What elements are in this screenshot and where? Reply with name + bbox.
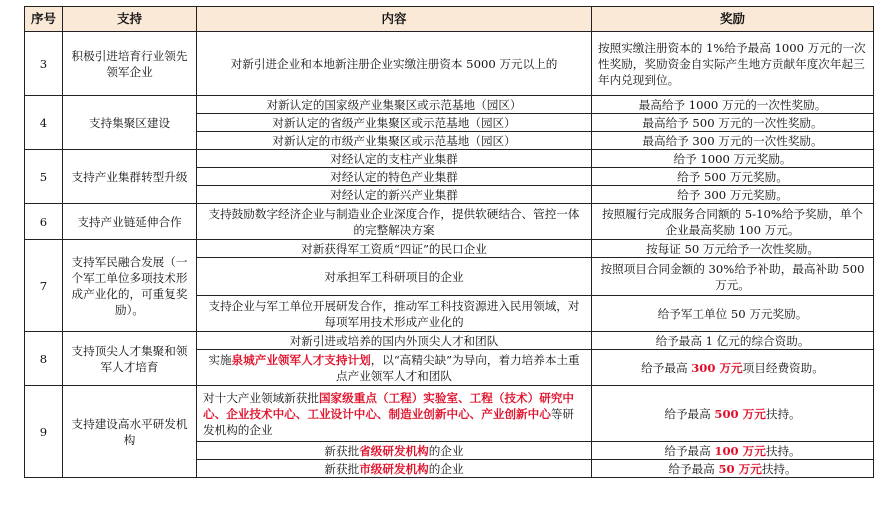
support-cell: 支持产业链延伸合作 (63, 204, 197, 240)
content-text: 等研发机构的企业 (203, 406, 575, 437)
content-cell: 对新获得军工资质“四证”的民口企业 (197, 240, 592, 258)
row-number: 6 (25, 204, 63, 240)
reward-text: 给予最高 (664, 406, 715, 421)
row-number: 4 (25, 96, 63, 150)
reward-cell: 给予 500 万元奖励。 (592, 168, 874, 186)
support-cell: 支持军民融合发展（一个军工单位多项技术形成产业化的，可重复奖励）。 (63, 240, 197, 332)
table-row (25, 96, 874, 114)
reward-text: 扶持。 (765, 406, 801, 421)
row-number: 9 (25, 386, 63, 478)
reward-cell: 最高给予 300 万元的一次性奖励。 (592, 132, 874, 150)
content-cell (197, 386, 592, 442)
reward-cell: 按照实缴注册资本的 1%给予最高 1000 万元的一次性奖励，奖励资金自实际产生地方贡献年度次年起三年内兑现到位。 (592, 32, 874, 96)
reward-cell (592, 460, 874, 478)
row-number: 8 (25, 332, 63, 386)
content-text: 对十大产业领域新获批 (203, 390, 319, 405)
highlight-text: 泉城产业领军人才支持计划 (231, 352, 371, 367)
row-number: 7 (25, 240, 63, 332)
reward-text: 给予最高 (668, 461, 719, 476)
policy-table (24, 6, 874, 478)
reward-cell: 按照项目合同金额的 30%给予补助，最高补助 500 万元。 (592, 258, 874, 296)
table-row (25, 204, 874, 240)
reward-cell (592, 442, 874, 460)
content-cell: 支持企业与军工单位开展研发合作，推动军工科技资源进入民用领域，对每项军用技术形成产业化的 (197, 296, 592, 332)
reward-cell (592, 350, 874, 386)
support-cell: 支持建设高水平研发机构 (63, 386, 197, 478)
row-number: 5 (25, 150, 63, 204)
header-row (25, 7, 874, 32)
reward-text: 项目经费资助。 (742, 360, 824, 375)
reward-cell: 给予 1000 万元奖励。 (592, 150, 874, 168)
reward-text: 给予最高 (641, 360, 692, 375)
support-cell: 支持产业集群转型升级 (63, 150, 197, 204)
content-cell (197, 350, 592, 386)
content-text: 实施 (208, 352, 232, 367)
table-row (25, 240, 874, 258)
table-row (25, 332, 874, 350)
content-text: 新获批 (324, 461, 360, 476)
content-cell: 对经认定的特色产业集群 (197, 168, 592, 186)
reward-cell: 按照履行完成服务合同额的 5-10%给予奖励，单个企业最高奖励 100 万元。 (592, 204, 874, 240)
content-text: 的企业 (428, 461, 464, 476)
highlight-amount: 500 万元 (714, 406, 766, 421)
content-cell: 对承担军工科研项目的企业 (197, 258, 592, 296)
support-cell: 积极引进培育行业领先领军企业 (63, 32, 197, 96)
highlight-amount: 100 万元 (714, 443, 766, 458)
reward-text: 扶持。 (765, 443, 801, 458)
content-text: ，以“高精尖缺”为导向，着力培养本土重点产业领军人才和团队 (336, 352, 580, 383)
table-row (25, 150, 874, 168)
content-cell: 对新引进或培养的国内外顶尖人才和团队 (197, 332, 592, 350)
reward-cell: 给予 300 万元奖励。 (592, 186, 874, 204)
row-number: 3 (25, 32, 63, 96)
content-cell: 对经认定的新兴产业集群 (197, 186, 592, 204)
reward-cell (592, 386, 874, 442)
reward-text: 扶持。 (761, 461, 797, 476)
content-text: 的企业 (428, 443, 464, 458)
reward-cell: 给予军工单位 50 万元奖励。 (592, 296, 874, 332)
highlight-text: 市级研发机构 (359, 461, 429, 476)
reward-cell: 最高给予 1000 万元的一次性奖励。 (592, 96, 874, 114)
header-reward: 奖励 (592, 7, 874, 32)
reward-text: 给予最高 (664, 443, 715, 458)
header-no: 序号 (25, 7, 63, 32)
content-cell: 对新认定的省级产业集聚区或示范基地（园区） (197, 114, 592, 132)
highlight-text: 国家级重点（工程）实验室、工程（技术）研究中心、企业技术中心、工业设计中心、制造业创新中心、产业创新中心 (203, 390, 575, 421)
content-cell (197, 460, 592, 478)
header-support: 支持 (63, 7, 197, 32)
support-cell: 支持集聚区建设 (63, 96, 197, 150)
content-cell: 支持鼓励数字经济企业与制造业企业深度合作，提供软硬结合、管控一体的完整解决方案 (197, 204, 592, 240)
policy-table-container (24, 6, 874, 478)
highlight-amount: 300 万元 (691, 360, 743, 375)
support-cell: 支持顶尖人才集聚和领军人才培育 (63, 332, 197, 386)
content-cell: 对新认定的市级产业集聚区或示范基地（园区） (197, 132, 592, 150)
reward-cell: 给予最高 1 亿元的综合资助。 (592, 332, 874, 350)
content-cell: 对新引进企业和本地新注册企业实缴注册资本 5000 万元以上的 (197, 32, 592, 96)
highlight-text: 省级研发机构 (359, 443, 429, 458)
content-text: 新获批 (324, 443, 360, 458)
reward-cell: 最高给予 500 万元的一次性奖励。 (592, 114, 874, 132)
content-cell: 对经认定的支柱产业集群 (197, 150, 592, 168)
content-cell (197, 442, 592, 460)
highlight-amount: 50 万元 (718, 461, 762, 476)
content-cell: 对新认定的国家级产业集聚区或示范基地（园区） (197, 96, 592, 114)
table-row (25, 32, 874, 96)
header-content: 内容 (197, 7, 592, 32)
reward-cell: 按每证 50 万元给予一次性奖励。 (592, 240, 874, 258)
table-row (25, 386, 874, 442)
